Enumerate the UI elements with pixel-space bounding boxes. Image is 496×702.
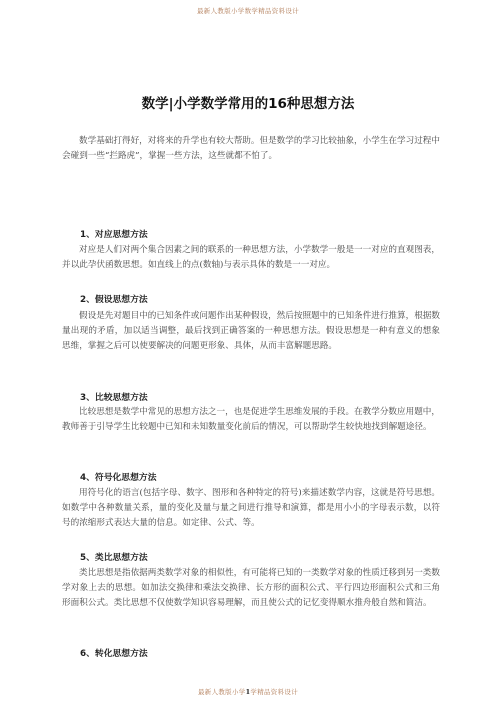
section-heading-5: 5、类比思想方法 [80, 553, 148, 563]
section-body-1: 对应是人们对两个集合因素之间的联系的一种思想方法，小学数学一般是一一对应的直观图表，并以此孕伏函数思想。如直线上的点(数轴)与表示具体的数是一一对应。 [62, 245, 440, 270]
section-body-3: 比较思想是数学中常见的思想方法之一，也是促进学生思维发展的手段。在教学分数应用题中，教师善于引导学生比较题中已知和未知数量变化前后的情况，可以帮助学生较快地找到解题途径。 [62, 407, 440, 432]
page-footer [0, 687, 496, 696]
section-heading-4: 4、符号化思想方法 [80, 473, 157, 483]
footer-text-after: 学精品资料设计 [250, 688, 299, 696]
section-heading-6: 6、转化思想方法 [80, 649, 148, 659]
section-body-2: 假设是先对题目中的已知条件或问题作出某种假设，然后按照题中的已知条件进行推算，根据数量出现的矛盾，加以适当调整，最后找到正确答案的一种思想方法。假设思想是一种有意义的想象思维，掌握之后可以使要解决的问题更形象、具体，从而丰富解题思路。 [62, 311, 440, 351]
page-title: 数学|小学数学常用的16种思想方法 [141, 96, 355, 112]
footer-text-before: 最新人教版小学 [197, 688, 246, 696]
section-heading-3: 3、比较思想方法 [80, 393, 148, 403]
page-header: 最新人教版小学数学精品资料设计 [197, 7, 299, 15]
section-heading-1: 1、对应思想方法 [80, 230, 148, 240]
page-number: 1 [245, 688, 251, 696]
section-body-4: 用符号化的语言(包括字母、数字、图形和各种特定的符号)来描述数学内容，这就是符号思想。如数学中各种数量关系，量的变化及量与量之间进行推导和演算，都是用小小的字母表示数，以符号的浓缩形式表达大量的信息。如定律、公式、等。 [62, 488, 440, 528]
section-body-5: 类比思想是指依据两类数学对象的相似性，有可能将已知的一类数学对象的性质迁移到另一类数学对象上去的思想。如加法交换律和乘法交换律、长方形的面积公式、平行四边形面积公式和三角形面积公式。类比思想不仅使数学知识容易理解，而且使公式的记忆变得顺水推舟般自然和简洁。 [62, 568, 440, 608]
intro-paragraph: 数学基础打得好，对将来的升学也有较大帮助。但是数学的学习比较抽象，小学生在学习过程中会碰到一些“拦路虎”，掌握一些方法，这些就都不怕了。 [62, 136, 440, 161]
section-heading-2: 2、假设思想方法 [80, 295, 148, 305]
